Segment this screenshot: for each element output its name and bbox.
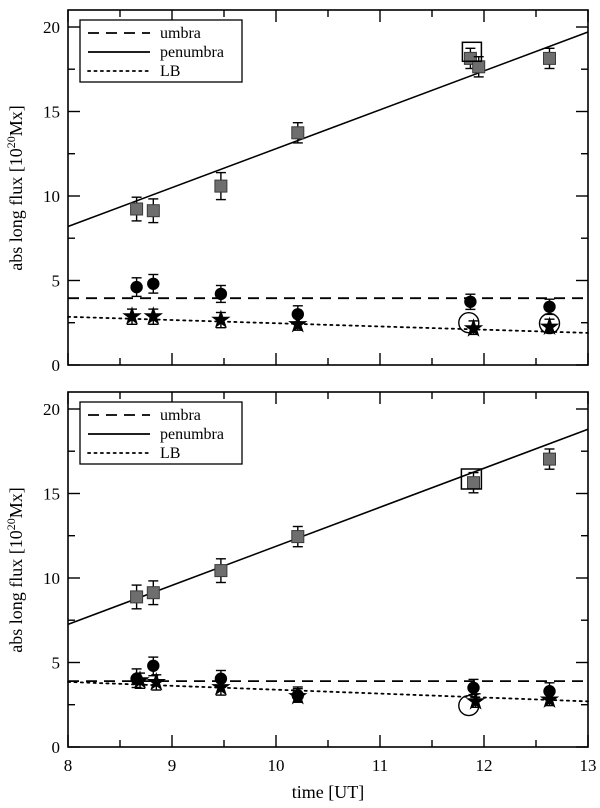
- data-point: [540, 689, 559, 708]
- bottom-panel: [4, 392, 597, 802]
- top-ylabel: [4, 105, 26, 270]
- top-ylabel-exp: 20: [4, 136, 18, 149]
- data-point: [147, 657, 159, 676]
- data-point: [292, 527, 304, 547]
- top-legend: [80, 20, 242, 82]
- data-point: [131, 197, 143, 221]
- top-legend-lb-label: LB: [160, 63, 181, 80]
- top-ytick-10: 10: [43, 187, 60, 206]
- data-point: [543, 299, 555, 314]
- data-point: [544, 48, 556, 68]
- bottom-xtick-10: 10: [267, 756, 285, 775]
- bottom-ylabel-exp: 20: [4, 518, 18, 531]
- bottom-umbra-series: [130, 657, 555, 716]
- top-ytick-0: 0: [51, 356, 60, 375]
- data-point: [131, 585, 143, 609]
- data-point: [144, 306, 163, 325]
- data-point: [468, 473, 480, 493]
- top-legend-umbra-label: umbra: [160, 25, 201, 42]
- data-point: [288, 686, 307, 705]
- bottom-xtick-13: 13: [579, 756, 597, 775]
- data-point: [130, 278, 142, 297]
- data-point: [464, 294, 476, 309]
- bottom-lb-series: [130, 670, 559, 709]
- top-ytick-15: 15: [43, 102, 60, 122]
- data-point: [122, 306, 141, 325]
- top-ytick-5: 5: [51, 271, 60, 291]
- top-legend-penumbra-label: penumbra: [160, 44, 224, 61]
- bottom-xtick-8: 8: [63, 756, 73, 775]
- bottom-xtick-12: 12: [475, 756, 493, 775]
- bottom-legend: [80, 402, 242, 464]
- data-point: [544, 449, 556, 469]
- bottom-ylabel-main: abs long flux [10: [6, 530, 26, 653]
- bottom-ytick-15: 15: [43, 484, 60, 504]
- bottom-ytick-5: 5: [51, 653, 60, 673]
- data-point: [466, 691, 485, 710]
- bottom-lb-fit-line: [68, 682, 588, 702]
- bottom-ylabel: [4, 487, 26, 652]
- top-lb-fit-line: [68, 317, 588, 333]
- bottom-legend-umbra-label: umbra: [160, 407, 201, 424]
- top-ylabel-main: abs long flux [10: [6, 148, 26, 271]
- bottom-ylabel-tail: Mx]: [6, 487, 26, 519]
- data-point: [147, 275, 159, 294]
- top-ylabel-tail: Mx]: [6, 105, 26, 137]
- svg-text:abs long flux [1020Mx]: [4, 487, 26, 652]
- bottom-ytick-20: 20: [43, 400, 60, 419]
- top-panel: [4, 10, 588, 375]
- bottom-xtick-9: 9: [167, 756, 177, 775]
- svg-text:abs long flux [1020Mx]: [4, 105, 26, 270]
- bottom-ytick-10: 10: [43, 569, 60, 588]
- data-point: [211, 310, 230, 329]
- data-point: [215, 286, 227, 303]
- data-point: [464, 318, 483, 337]
- bottom-penumbra-series: [131, 449, 556, 609]
- data-point: [292, 123, 304, 143]
- data-point: [147, 199, 159, 223]
- top-ytick-20: 20: [43, 18, 60, 37]
- data-point: [147, 581, 159, 605]
- bottom-xtick-11: 11: [371, 756, 389, 775]
- bottom-ytick-0: 0: [51, 738, 60, 757]
- data-point: [211, 677, 230, 696]
- x-axis-label: time [UT]: [291, 782, 365, 802]
- top-lb-series: [122, 306, 559, 337]
- bottom-legend-lb-label: LB: [160, 445, 181, 462]
- data-point: [215, 559, 227, 583]
- data-point: [215, 173, 227, 200]
- bottom-legend-penumbra-label: penumbra: [160, 426, 224, 443]
